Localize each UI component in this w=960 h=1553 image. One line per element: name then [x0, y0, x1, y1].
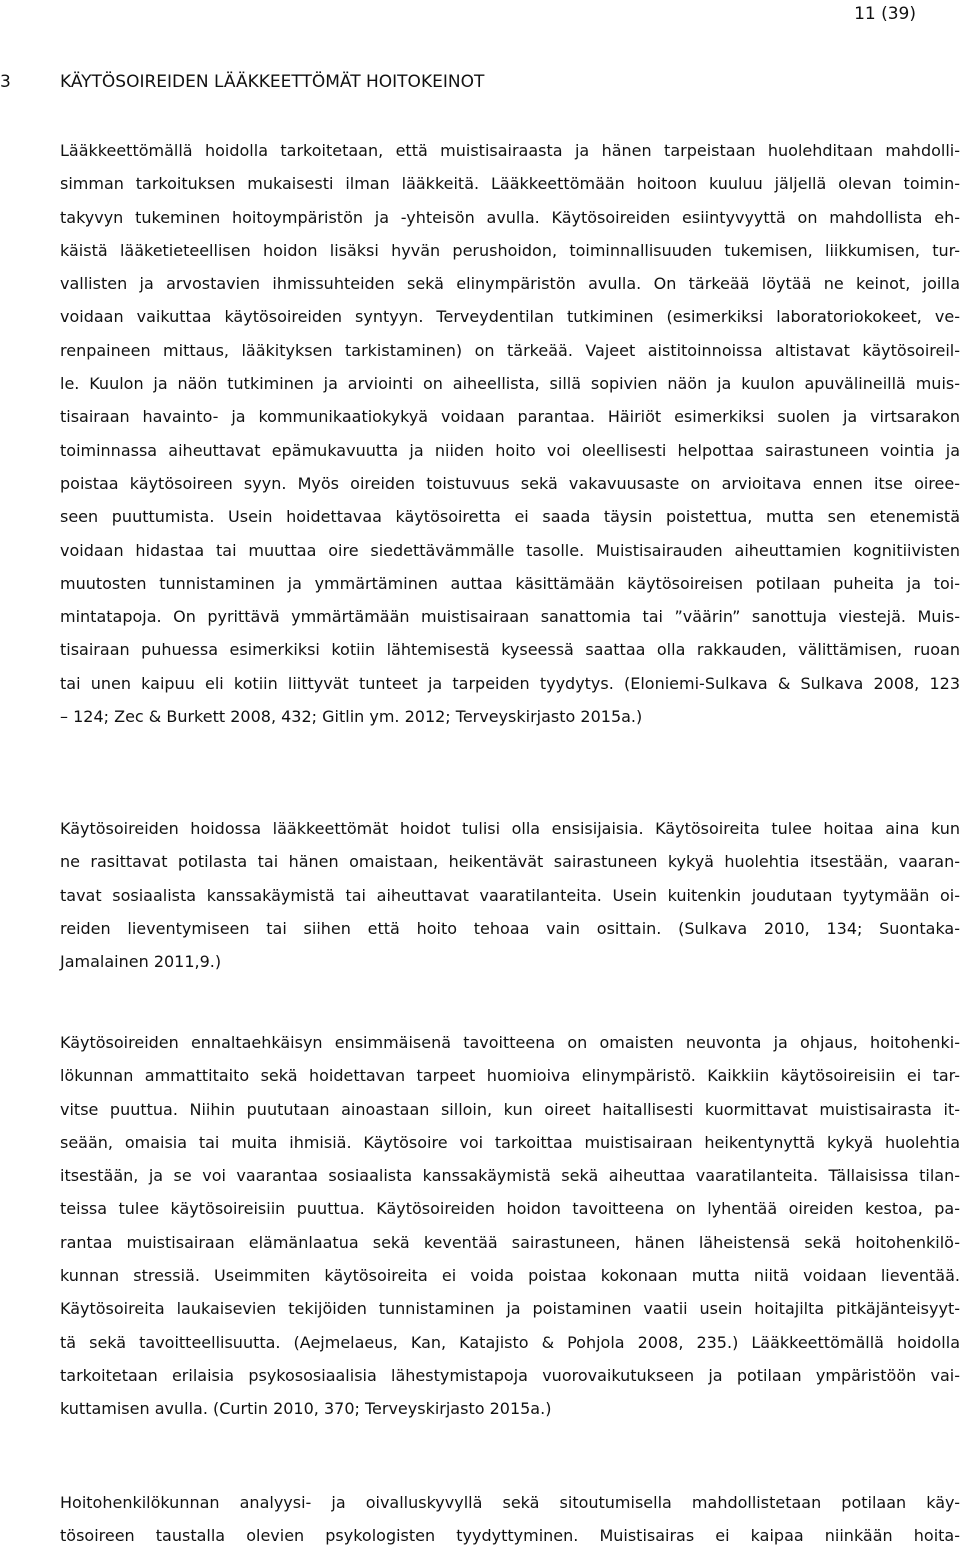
text-line: voidaan hidastaa tai muuttaa oire siedettävämmälle tasolle. Muistisairauden aiheuttamien kognitiivisten [60, 540, 960, 560]
text-line: mintatapoja. On pyrittävä ymmärtämään muistisairaan sanattomia tai ”väärin” sanottuja viestejä. Muis- [60, 607, 960, 627]
text-line: tisairaan havainto- ja kommunikaatiokykyä voidaan parantaa. Häiriöt esimerkiksi suolen ja virtsarakon [60, 407, 960, 427]
section-number: 3 [0, 72, 11, 92]
text-line: vallisten ja arvostavien ihmissuhteiden sekä elinympäristön avulla. On tärkeää löytää ne keinot, joilla [60, 274, 960, 294]
text-line: Hoitohenkilökunnan analyysi- ja oivalluskyvyllä sekä sitoutumisella mahdollistetaan potilaan käy- [60, 1493, 960, 1512]
text-line: reiden lieventymiseen tai siihen että hoito tehoaa vain osittain. (Sulkava 2010, 134; Suontaka- [60, 918, 960, 938]
text-line: tösoireen taustalla olevien psykologisten tyydyttyminen. Muistisairas ei kaipaa niinkään hoita- [60, 1526, 960, 1546]
text-line: tai unen kaipuu eli kotiin liittyvät tunteet ja tarpeiden tyydytys. (Eloniemi-Sulkava & Sulkava 2008, 123 [60, 673, 960, 693]
text-line: tavat sosiaalista kanssakäymistä tai aiheuttavat vaaratilanteita. Usein kuitenkin joudutaan tyytymään oi- [60, 885, 960, 905]
text-line: käistä lääketieteellisen hoidon lisäksi hyvän perushoidon, toiminnallisuuden tukemisen, liikkumisen, tur- [60, 240, 960, 260]
text-line: Käytösoireita laukaisevien tekijöiden tunnistaminen ja poistaminen vaatii usein hoitajilta pitkäjänteisyyt- [60, 1299, 960, 1319]
text-line: ne rasittavat potilasta tai hänen omaistaan, heikentävät sairastuneen kykyä huolehtia itsestään, vaaran- [60, 852, 960, 872]
text-line: seen puuttumista. Usein hoidettavaa käytösoiretta ei saada täysin poistettua, mutta sen etenemistä [60, 507, 960, 527]
text-line: simman tarkoituksen mukaisesti ilman lääkkeitä. Lääkkeettömään hoitoon kuuluu jäljellä olevan toimin- [60, 174, 960, 194]
text-line: lökunnan ammattitaito sekä hoidettavan tarpeet huomioiva elinympäristö. Kaikkiin käytösoireisiin ei tar- [60, 1066, 960, 1086]
text-line: – 124; Zec & Burkett 2008, 432; Gitlin ym. 2012; Terveyskirjasto 2015a.) [60, 707, 643, 727]
paragraph-2 [60, 812, 960, 978]
text-line: poistaa käytösoireen syyn. Myös oireiden toistuvuus sekä vakavuusaste on arvioitava ennen itse oiree- [60, 473, 960, 493]
text-line: le. Kuulon ja näön tutkiminen ja arviointi on aiheellista, sillä sopivien näön ja kuulon apuvälineillä muis- [60, 374, 960, 394]
text-line: voidaan vaikuttaa käytösoireiden syntyyn. Terveydentilan tutkiminen (esimerkiksi laboratoriokokeet, ve- [60, 307, 960, 327]
paragraph-3 [60, 1026, 960, 1426]
text-line: Jamalainen 2011,9.) [60, 952, 222, 972]
page-number: 11 (39) [854, 4, 916, 24]
text-line: kuttamisen avulla. (Curtin 2010, 370; Terveyskirjasto 2015a.) [60, 1399, 552, 1419]
section-title: KÄYTÖSOIREIDEN LÄÄKKEETTÖMÄT HOITOKEINOT [60, 72, 485, 92]
text-line: itsestään, ja se voi vaarantaa sosiaalista kanssakäymistä sekä aiheuttaa vaaratilanteita. Tällaisissa tilan- [60, 1166, 960, 1186]
text-line: rantaa muistisairaan elämänlaatua sekä keventää sairastuneen, hänen läheistensä sekä hoitohenkilö- [60, 1232, 960, 1252]
text-line: Lääkkeettömällä hoidolla tarkoitetaan, että muistisairaasta ja hänen tarpeistaan huolehditaan mahdolli- [60, 141, 960, 160]
text-line: tisairaan puhuessa esimerkiksi kotiin lähtemisestä kyseessä saattaa olla rakkauden, välittämisen, ruoan [60, 640, 960, 660]
text-line: toiminnassa aiheuttavat epämukavuutta ja niiden hoito voi oleellisesti helpottaa sairastuneen vointia ja [60, 440, 960, 460]
section-heading [0, 70, 484, 94]
text-line: tä sekä tavoitteellisuutta. (Aejmelaeus, Kan, Katajisto & Pohjola 2008, 235.) Lääkkeettömällä hoidolla [60, 1332, 960, 1352]
text-line: Käytösoireiden ennaltaehkäisyn ensimmäisenä tavoitteena on omaisten neuvonta ja ohjaus, hoitohenki- [60, 1033, 960, 1052]
text-line: seään, omaisia tai muita ihmisiä. Käytösoire voi tarkoittaa muistisairaan heikentynyttä kykyä huolehtia [60, 1132, 960, 1152]
text-line: teissa tulee käytösoireisiin puuttua. Käytösoireiden hoidon tavoitteena on lyhentää oireiden kestoa, pa- [60, 1199, 960, 1219]
paragraph-1 [60, 134, 960, 733]
text-line: takyvyn tukeminen hoitoympäristön ja -yhteisön avulla. Käytösoireiden esiintyvyyttä on mahdollista eh- [60, 207, 960, 227]
text-line: vitse puuttua. Niihin puututaan ainoastaan silloin, kun oireet haitallisesti kuormittavat muistisairasta it- [60, 1099, 960, 1119]
text-line: muutosten tunnistaminen ja ymmärtäminen auttaa käsittämään käytösoireisen potilaan puheita ja toi- [60, 573, 960, 593]
text-line: renpaineen mittaus, lääkityksen tarkistaminen) on tärkeää. Vajeet aistitoinnoissa altistavat käytösoireil- [60, 340, 960, 360]
text-line: Käytösoireiden hoidossa lääkkeettömät hoidot tulisi olla ensisijaisia. Käytösoireita tulee hoitaa aina kun [60, 819, 960, 838]
text-line: kunnan stressiä. Useimmiten käytösoireita ei voida poistaa kokonaan mutta niitä voidaan lieventää. [60, 1266, 960, 1286]
text-line: tarkoitetaan erilaisia psykososiaalisia lähestymistapoja vuorovaikutukseen ja potilaan ympäristöön vai- [60, 1365, 960, 1385]
paragraph-4 [60, 1486, 960, 1553]
